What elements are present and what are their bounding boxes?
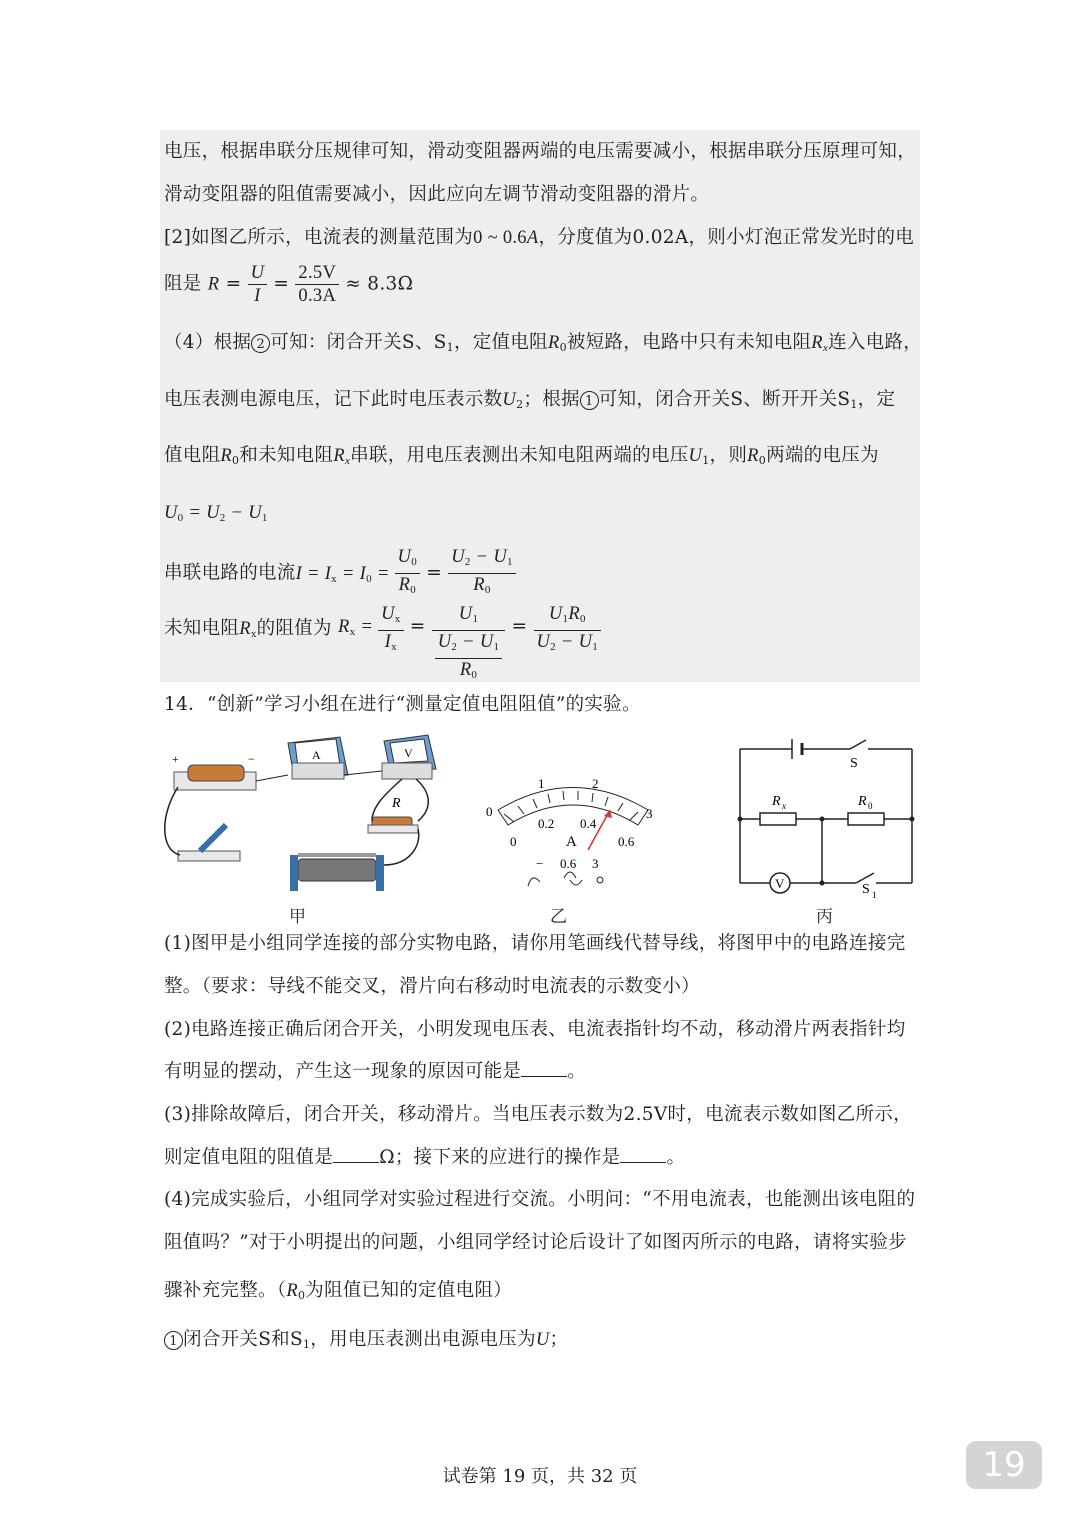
svg-text:0: 0 [486, 804, 493, 819]
svg-text:1: 1 [538, 776, 545, 791]
q-part4-line2: 阻值吗？”对于小明提出的问题，小组同学经讨论后设计了如图丙所示的电路，请将实验步 [164, 1232, 907, 1253]
q-step1: 1 闭合开关S和$S_1$，用电压表测出电源电压为U； [164, 1328, 568, 1357]
page-footer: 试卷第 19 页，共 32 页 [442, 1466, 638, 1487]
solution-line-1: 电压，根据串联分压规律可知，滑动变阻器两端的电压需要减小，根据串联分压原理可知， [164, 141, 917, 162]
ammeter-icon [288, 737, 348, 779]
resistor-icon [368, 796, 418, 833]
q-part4-line1: (4)完成实验后，小组同学对实验过程进行交流。小明问：“不用电流表，也能测出该电阻的 [164, 1189, 916, 1210]
svg-text:0: 0 [868, 801, 873, 811]
solution-line-9: 串联电路的电流$I = I_x = I_0$ = $\frac{U_0}{R_0}$ = $\frac{U_2 - U_1}{R_0}$ [164, 546, 516, 601]
svg-text:V: V [775, 876, 785, 891]
solution-line-7: 值电阻$R_0$和未知电阻$R_x$串联，用电压表测出未知电阻两端的电压$U_1$，则$R_0$两端的电压为 [164, 445, 879, 467]
figure-yi-ammeter [478, 770, 668, 900]
solution-line-8: $U_0 = U_2 - U_1$ [164, 503, 268, 524]
svg-text:0.6: 0.6 [618, 834, 635, 849]
circled-number-1: 1 [164, 1331, 183, 1350]
switch-icon [178, 825, 240, 861]
svg-text:0.6: 0.6 [560, 856, 577, 871]
svg-text:+: + [172, 752, 179, 766]
svg-text:A: A [566, 834, 577, 850]
fraction-values: $\frac{2.5V}{0.3A}$ [295, 262, 339, 307]
svg-text:0.4: 0.4 [580, 816, 597, 831]
q-part3-line1: (3)排除故障后，闭合开关，移动滑片。当电压表示数为2.5V时，电流表示数如图乙所示， [164, 1104, 912, 1125]
solution-line-4: 阻是 R = $\frac{U}{I}$ = $\frac{2.5V}{0.3A}$ ≈ 8.3Ω [164, 263, 414, 306]
svg-text:0.2: 0.2 [538, 816, 555, 831]
svg-text:S: S [862, 882, 870, 897]
circled-number-1: 1 [580, 391, 599, 410]
svg-text:2: 2 [592, 776, 599, 791]
svg-text:A: A [312, 748, 321, 762]
svg-text:S: S [850, 756, 858, 771]
fraction-u-over-i: $\frac{U}{I}$ [248, 262, 268, 307]
svg-text:−: − [536, 856, 544, 871]
q-part2-line1: (2)电路连接正确后闭合开关，小明发现电压表、电流表指针均不动，移动滑片两表指针均 [164, 1019, 906, 1040]
r0-resistor [848, 813, 884, 825]
rheostat-icon [290, 853, 384, 891]
svg-text:R: R [392, 796, 401, 811]
answer-blank[interactable] [521, 1060, 567, 1077]
circled-number-2: 2 [251, 334, 270, 353]
figure-label-yi: 乙 [550, 907, 567, 927]
question-title: 14．“创新”学习小组在进行“测量定值电阻阻值”的实验。 [164, 694, 641, 715]
q-part4-line3: 骤补充完整。（$R_0$为阻值已知的定值电阻） [164, 1280, 513, 1302]
figure-label-jia: 甲 [289, 907, 306, 927]
figure-bing-circuit [730, 735, 930, 905]
answer-blank-operation[interactable] [620, 1146, 666, 1163]
solution-line-2: 滑动变阻器的阻值需要减小，因此应向左调节滑动变阻器的滑片。 [164, 184, 710, 205]
figure-jia-circuit [160, 725, 450, 905]
q-part2-line2: 有明显的摆动，产生这一现象的原因可能是 。 [164, 1061, 587, 1082]
svg-text:−: − [248, 752, 255, 766]
solution-line-3: [2]如图乙所示，电流表的测量范围为0 ~ 0.6A，分度值为0.02A，则小灯泡正常发光时的电 [164, 227, 915, 248]
answer-blank-resistance[interactable] [333, 1146, 379, 1163]
svg-text:R: R [772, 794, 781, 809]
q-part3-line2: 则定值电阻的阻值是 Ω；接下来的应进行的操作是 。 [164, 1147, 686, 1168]
svg-text:3: 3 [646, 806, 653, 821]
solution-line-6: 电压表测电源电压，记下此时电压表示数$U_2$；根据 1 可知，闭合开关S、断开开关$S_1$，定 [164, 389, 896, 411]
solution-line-10: 未知电阻$R_x$的阻值为 $R_x$ = $\frac{U_x}{I_x}$ = $\frac{U_1}{\frac{U_2 - U_1}{R_0}}$ = $\frac{U_1R_0}{U_2 - U_1}$ [164, 603, 601, 686]
figure-label-bing: 丙 [816, 907, 833, 927]
svg-text:0: 0 [510, 834, 517, 849]
q-part1-line2: 整。（要求：导线不能交叉，滑片向右移动时电流表的示数变小） [164, 976, 700, 997]
solution-line-5: （4）根据 2 可知：闭合开关S、$S_1$，定值电阻$R_0$被短路，电路中只有未知电阻$R_x$连入电路， [164, 332, 923, 354]
battery-icon [172, 752, 256, 790]
rx-resistor [760, 813, 796, 825]
svg-text:1: 1 [872, 890, 877, 900]
svg-text:V: V [404, 746, 413, 760]
q-part1-line1: (1)图甲是小组同学连接的部分实物电路，请你用笔画线代替导线，将图甲中的电路连接完 [164, 933, 906, 954]
page-number-badge: 19 [966, 1441, 1042, 1489]
svg-text:3: 3 [592, 856, 599, 871]
svg-text:x: x [782, 801, 786, 811]
voltmeter-icon [382, 735, 436, 779]
svg-text:R: R [858, 794, 867, 809]
